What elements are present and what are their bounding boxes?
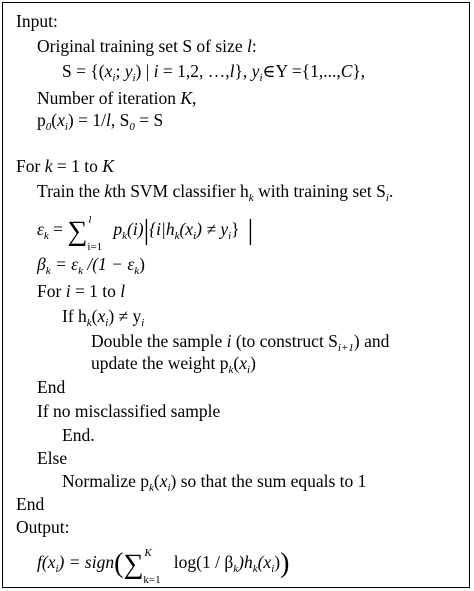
beta-formula: $\beta_k = \varepsilon_k$ $/(1 - \varepsilon_k)$	[37, 254, 145, 277]
algorithm-box	[2, 2, 470, 588]
if-no-misclassified-line: If no misclassified sample	[37, 401, 221, 421]
output-label: Output:	[16, 517, 70, 537]
initialization-line: $p_0(x_i) = 1/l$, $S_0 = S$	[37, 110, 164, 133]
if-misclassified-line: If $h_k(x_i) \ne y_i$	[62, 306, 145, 329]
update-weight-line: update the weight $p_k(x_i)$	[91, 353, 256, 376]
for-k-line: For k = 1 to K	[16, 156, 114, 176]
normalize-line: Normalize $p_k(x_i)$ so that the sum equals to 1	[62, 471, 367, 494]
end-if-line: End.	[62, 425, 95, 445]
output-formula: $f(x_i)$ = sign(∑ K k=1 $\log(1 / \beta_k)h_k(x_i)$)	[37, 546, 290, 586]
end-inner-loop: End	[37, 377, 66, 397]
train-classifier-line: Train the kth SVM classifier $h_k$ with training set $S_i$.	[37, 181, 394, 204]
end-outer-loop: End	[16, 494, 45, 514]
double-sample-line: Double the sample i (to construct $S_{i+1}$) and	[91, 331, 390, 354]
epsilon-formula: $\varepsilon_k$ = ∑ l i=1 $p_k(i)|\{i|h_k(x_i) \ne y_i\}$ |	[37, 213, 254, 253]
set-definition-line: $S = \{(x_i$; $y_i$) | i = 1,2, …,l}, $y_i\in Y =\{1,...,C\}$,	[62, 61, 366, 84]
else-line: Else	[37, 448, 68, 468]
for-i-line: For i = 1 to l	[37, 281, 126, 301]
training-set-line: Original training set S of size l:	[37, 36, 257, 56]
input-label: Input:	[16, 11, 58, 31]
iteration-count-line: Number of iteration K,	[37, 88, 197, 108]
